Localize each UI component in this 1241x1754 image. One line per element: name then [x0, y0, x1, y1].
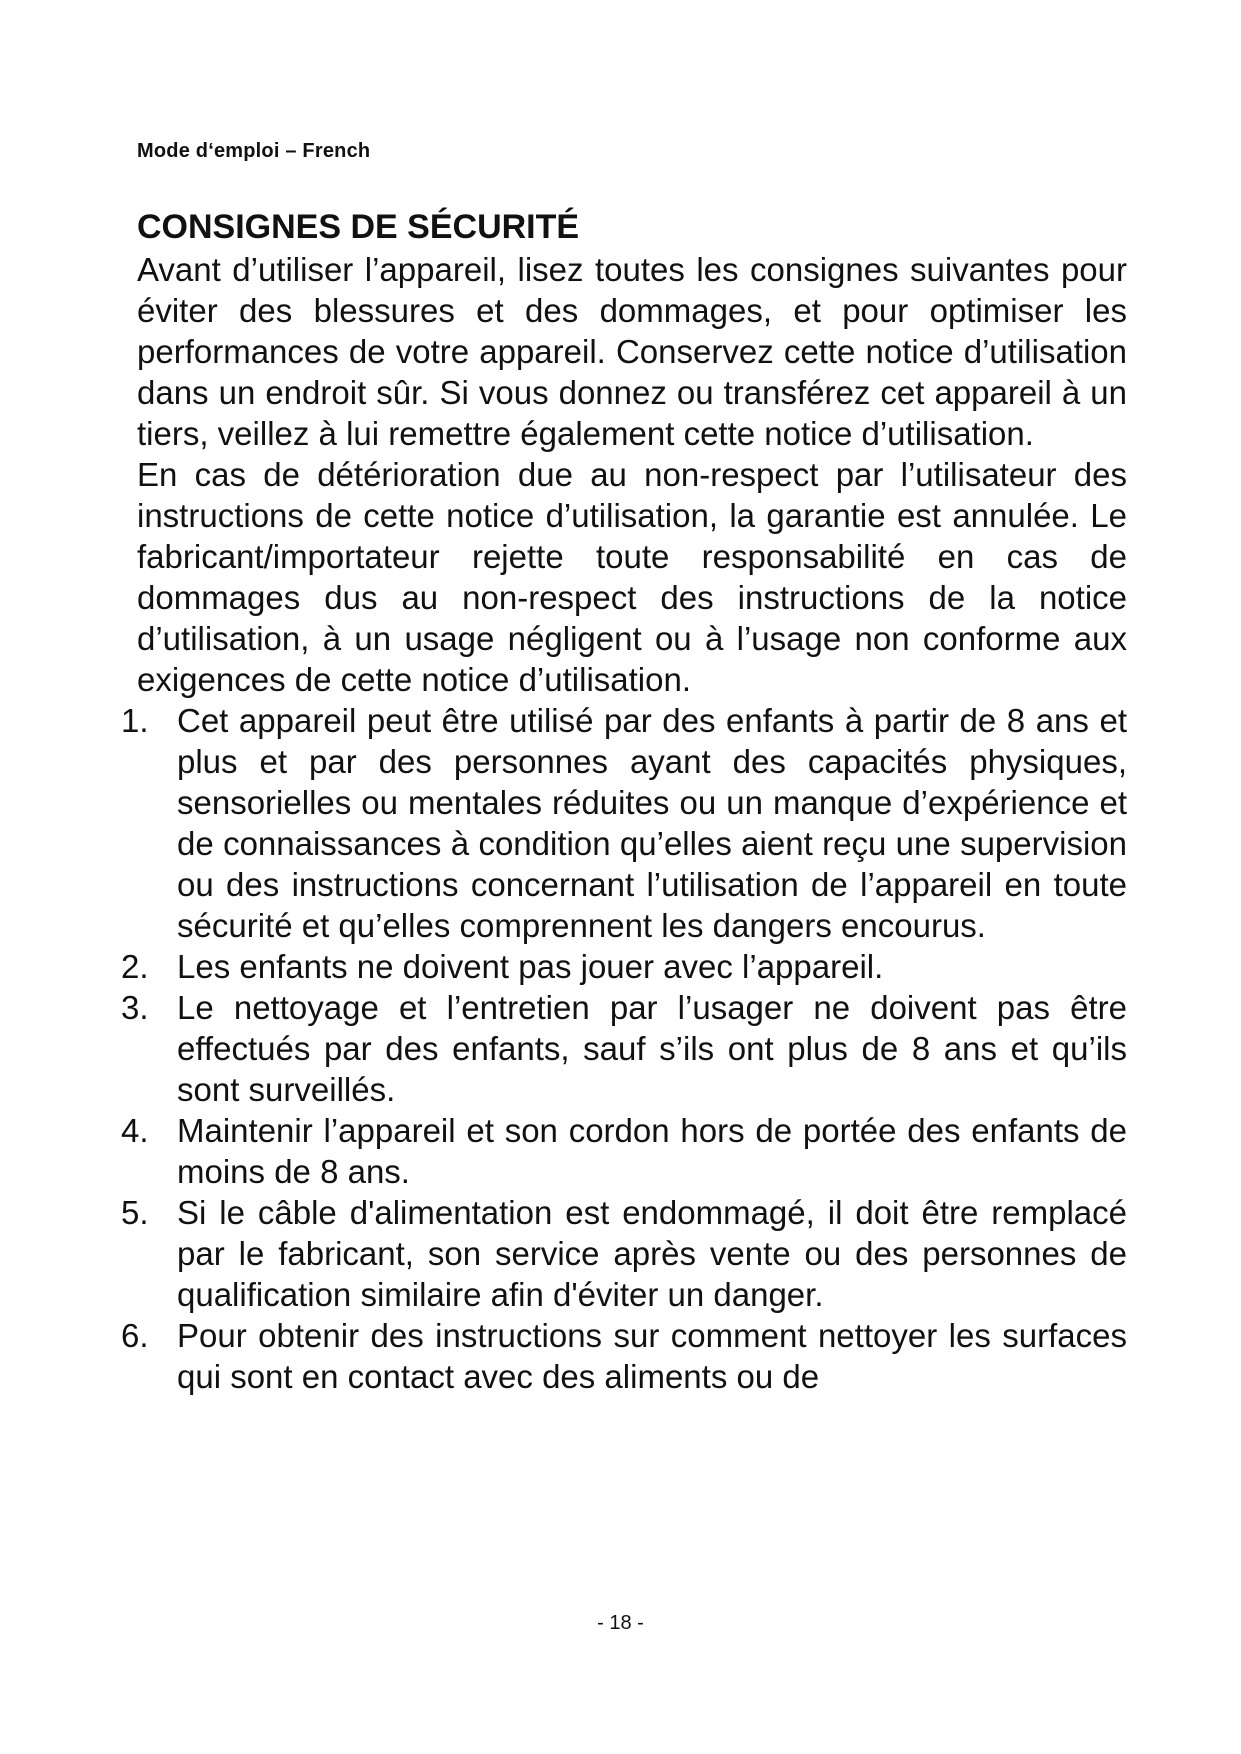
safety-instructions-list: [121, 700, 1127, 1397]
list-item-text: Les enfants ne doivent pas jouer avec l’appareil.: [177, 948, 884, 985]
page-number: - 18 -: [597, 1612, 644, 1634]
list-item: [121, 1110, 1127, 1192]
list-item-text: Le nettoyage et l’entretien par l’usager ne doivent pas être effectués par des enfants, sauf s’ils ont plus de 8 ans et qu’ils sont surveillés.: [177, 989, 1127, 1108]
main-content: [121, 205, 1127, 1397]
list-item: [121, 700, 1127, 946]
list-item-text: Si le câble d'alimentation est endommagé, il doit être remplacé par le fabricant, son service après vente ou des personnes de qualification similaire afin d'éviter un danger.: [177, 1194, 1127, 1313]
list-item-text: Cet appareil peut être utilisé par des enfants à partir de 8 ans et plus et par des personnes ayant des capacités physiques, sensorielles ou mentales réduites ou un manque d’expérience et de connaissances à condition qu’elles aient reçu une supervision ou des instructions concernant l’utilisation de l’appareil en toute sécurité et qu’elles comprennent les dangers encourus.: [177, 702, 1127, 944]
list-item-number: 3.: [121, 989, 149, 1026]
list-item-number: 2.: [121, 948, 149, 985]
list-item-number: 6.: [121, 1317, 149, 1354]
list-item-number: 4.: [121, 1112, 149, 1149]
list-item: [121, 1192, 1127, 1315]
section-title: CONSIGNES DE SÉCURITÉ: [137, 208, 580, 246]
list-item: [121, 946, 1127, 987]
list-item: [121, 987, 1127, 1110]
intro-paragraph: Avant d’utiliser l’appareil, lisez toutes les consignes suivantes pour éviter des blessures et des dommages, et pour optimiser les performances de votre appareil. Conservez cette notice d’utilisation dans un endroit sûr. Si vous donnez ou transférez cet appareil à un tiers, veillez à lui remettre également cette notice d’utilisation.: [137, 251, 1127, 452]
list-item-number: 5.: [121, 1194, 149, 1231]
list-item-text: Maintenir l’appareil et son cordon hors de portée des enfants de moins de 8 ans.: [177, 1112, 1127, 1190]
running-header: Mode d‘emploi – French: [137, 140, 371, 162]
list-item: [121, 1315, 1127, 1397]
list-item-number: 1.: [121, 702, 149, 739]
list-item-text: Pour obtenir des instructions sur comment nettoyer les surfaces qui sont en contact avec des aliments ou de: [177, 1317, 1127, 1395]
warranty-paragraph: En cas de détérioration due au non-respect par l’utilisateur des instructions de cette notice d’utilisation, la garantie est annulée. Le fabricant/importateur rejette toute responsabilité en cas de dommages dus au non-respect des instructions de la notice d’utilisation, à un usage négligent ou à l’usage non conforme aux exigences de cette notice d’utilisation.: [137, 456, 1127, 698]
